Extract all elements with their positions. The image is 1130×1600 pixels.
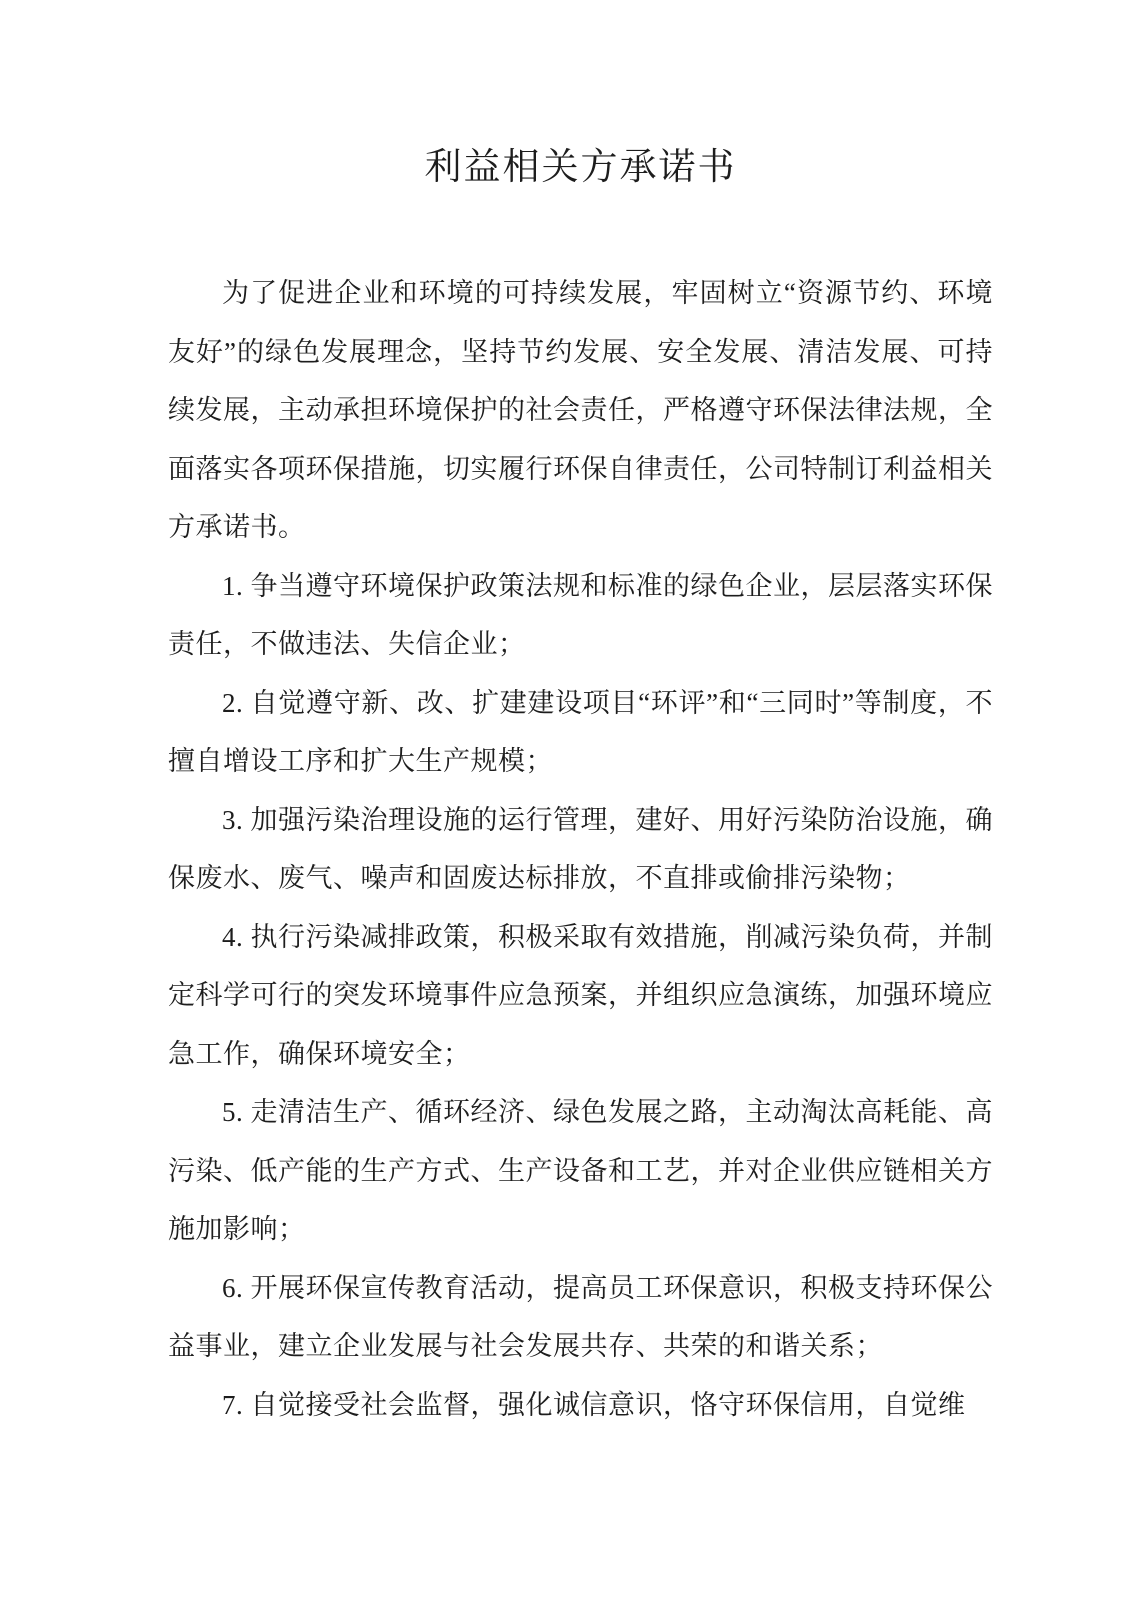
commitment-item-5: 5. 走清洁生产、循环经济、绿色发展之路，主动淘汰高耗能、高污染、低产能的生产方式、生产设备和工艺，并对企业供应链相关方施加影响；	[168, 1097, 993, 1244]
document-body	[168, 264, 993, 1434]
intro-paragraph: 为了促进企业和环境的可持续发展，牢固树立“资源节约、环境友好”的绿色发展理念，坚持节约发展、安全发展、清洁发展、可持续发展，主动承担环境保护的社会责任，严格遵守环保法律法规，全面落实各项环保措施，切实履行环保自律责任，公司特制订利益相关方承诺书。	[168, 278, 993, 542]
commitment-item-7-truncated: 7. 自觉接受社会监督，强化诚信意识，恪守环保信用，自觉维	[222, 1389, 966, 1420]
commitment-item-1: 1. 争当遵守环境保护政策法规和标准的绿色企业，层层落实环保责任，不做违法、失信企业；	[168, 570, 993, 659]
commitment-item-3: 3. 加强污染治理设施的运行管理，建好、用好污染防治设施，确保废水、废气、噪声和固废达标排放，不直排或偷排污染物；	[168, 804, 993, 893]
commitment-item-2: 2. 自觉遵守新、改、扩建建设项目“环评”和“三同时”等制度，不擅自增设工序和扩大生产规模；	[168, 687, 993, 776]
commitment-item-4: 4. 执行污染减排政策，积极采取有效措施，削减污染负荷，并制定科学可行的突发环境事件应急预案，并组织应急演练，加强环境应急工作，确保环境安全；	[168, 921, 993, 1069]
document-title: 利益相关方承诺书	[424, 147, 737, 188]
commitment-item-6: 6. 开展环保宣传教育活动，提高员工环保意识，积极支持环保公益事业，建立企业发展与社会发展共存、共荣的和谐关系；	[168, 1272, 993, 1361]
